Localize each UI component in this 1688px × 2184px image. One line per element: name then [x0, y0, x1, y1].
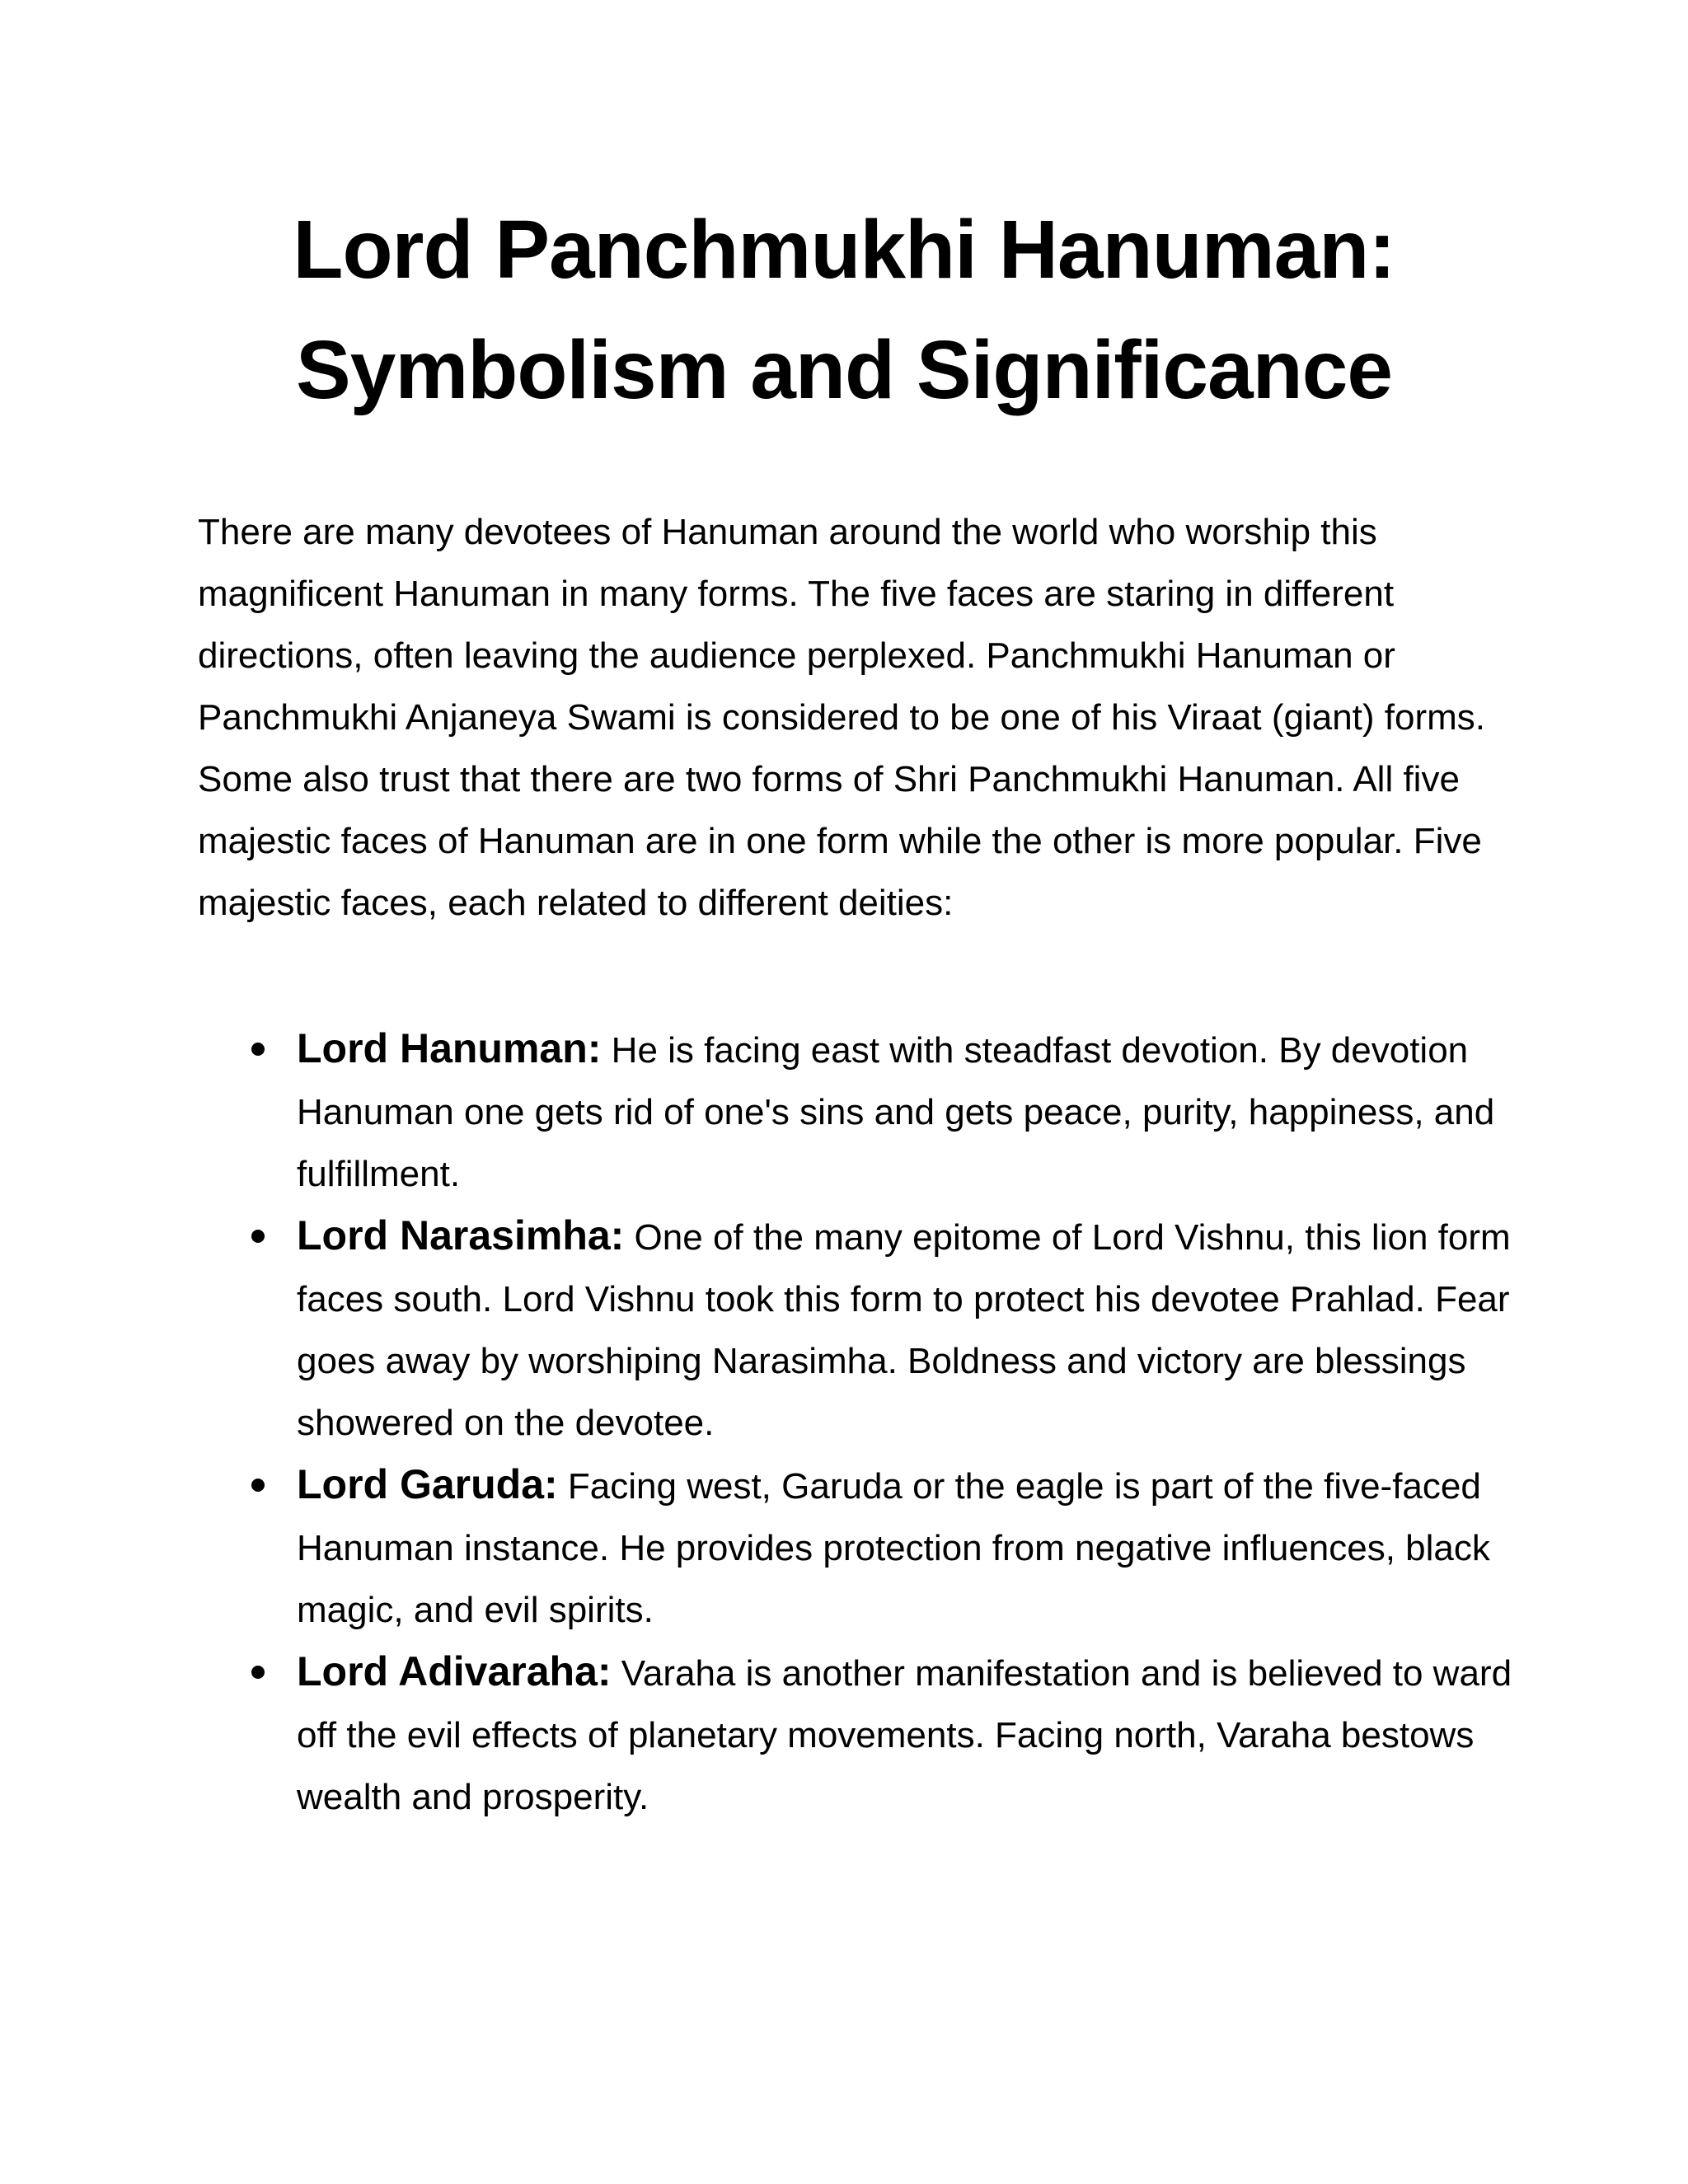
list-item-adivaraha	[198, 1641, 1517, 1828]
list-item-term: Lord Adivaraha:	[297, 1648, 612, 1694]
list-item-term: Lord Hanuman:	[297, 1025, 602, 1071]
list-item-hanuman	[198, 1018, 1517, 1205]
list-item-text: One of the many epitome of Lord Vishnu, this lion form faces south. Lord Vishnu took this form to protect his devotee Prahlad. Fear goes away by worshiping Narasimha. Boldness and victory are blessings showered on the devotee.	[297, 1217, 1511, 1443]
title-line-2: Symbolism and Significance	[296, 324, 1392, 416]
list-item-term: Lord Narasimha:	[297, 1212, 625, 1258]
bullet-dot-icon	[251, 1043, 265, 1056]
deity-list	[198, 1018, 1517, 1828]
list-item-text: Facing west, Garuda or the eagle is part of the five-faced Hanuman instance. He provides protection from negative influences, black magic, and evil spirits.	[297, 1466, 1490, 1630]
document-title	[99, 190, 1589, 430]
bullet-dot-icon	[251, 1230, 265, 1243]
list-item-narasimha	[198, 1205, 1517, 1454]
list-item-text: He is facing east with steadfast devotion. By devotion Hanuman one gets rid of one's sins and gets peace, purity, happiness, and fulfillment.	[297, 1030, 1495, 1194]
list-item-garuda	[198, 1454, 1517, 1641]
list-item-term: Lord Garuda:	[297, 1461, 558, 1507]
intro-paragraph: There are many devotees of Hanuman around the world who worship this magnificent Hanuman in many forms. The five faces are staring in different directions, often leaving the audience perplexed. Panchmukhi Hanuman or Panchmukhi Anjaneya Swami is considered to be one of his Viraat (giant) forms. Some also trust that there are two forms of Shri Panchmukhi Hanuman. All five majestic faces of Hanuman are in one form while the other is more popular. Five majestic faces, each related to different deities:	[198, 512, 1485, 923]
bullet-dot-icon	[251, 1666, 265, 1679]
title-line-1: Lord Panchmukhi Hanuman:	[293, 204, 1395, 296]
bullet-dot-icon	[251, 1479, 265, 1492]
list-item-text: Varaha is another manifestation and is believed to ward off the evil effects of planetary movements. Facing north, Varaha bestows wealth and prosperity.	[297, 1653, 1512, 1817]
